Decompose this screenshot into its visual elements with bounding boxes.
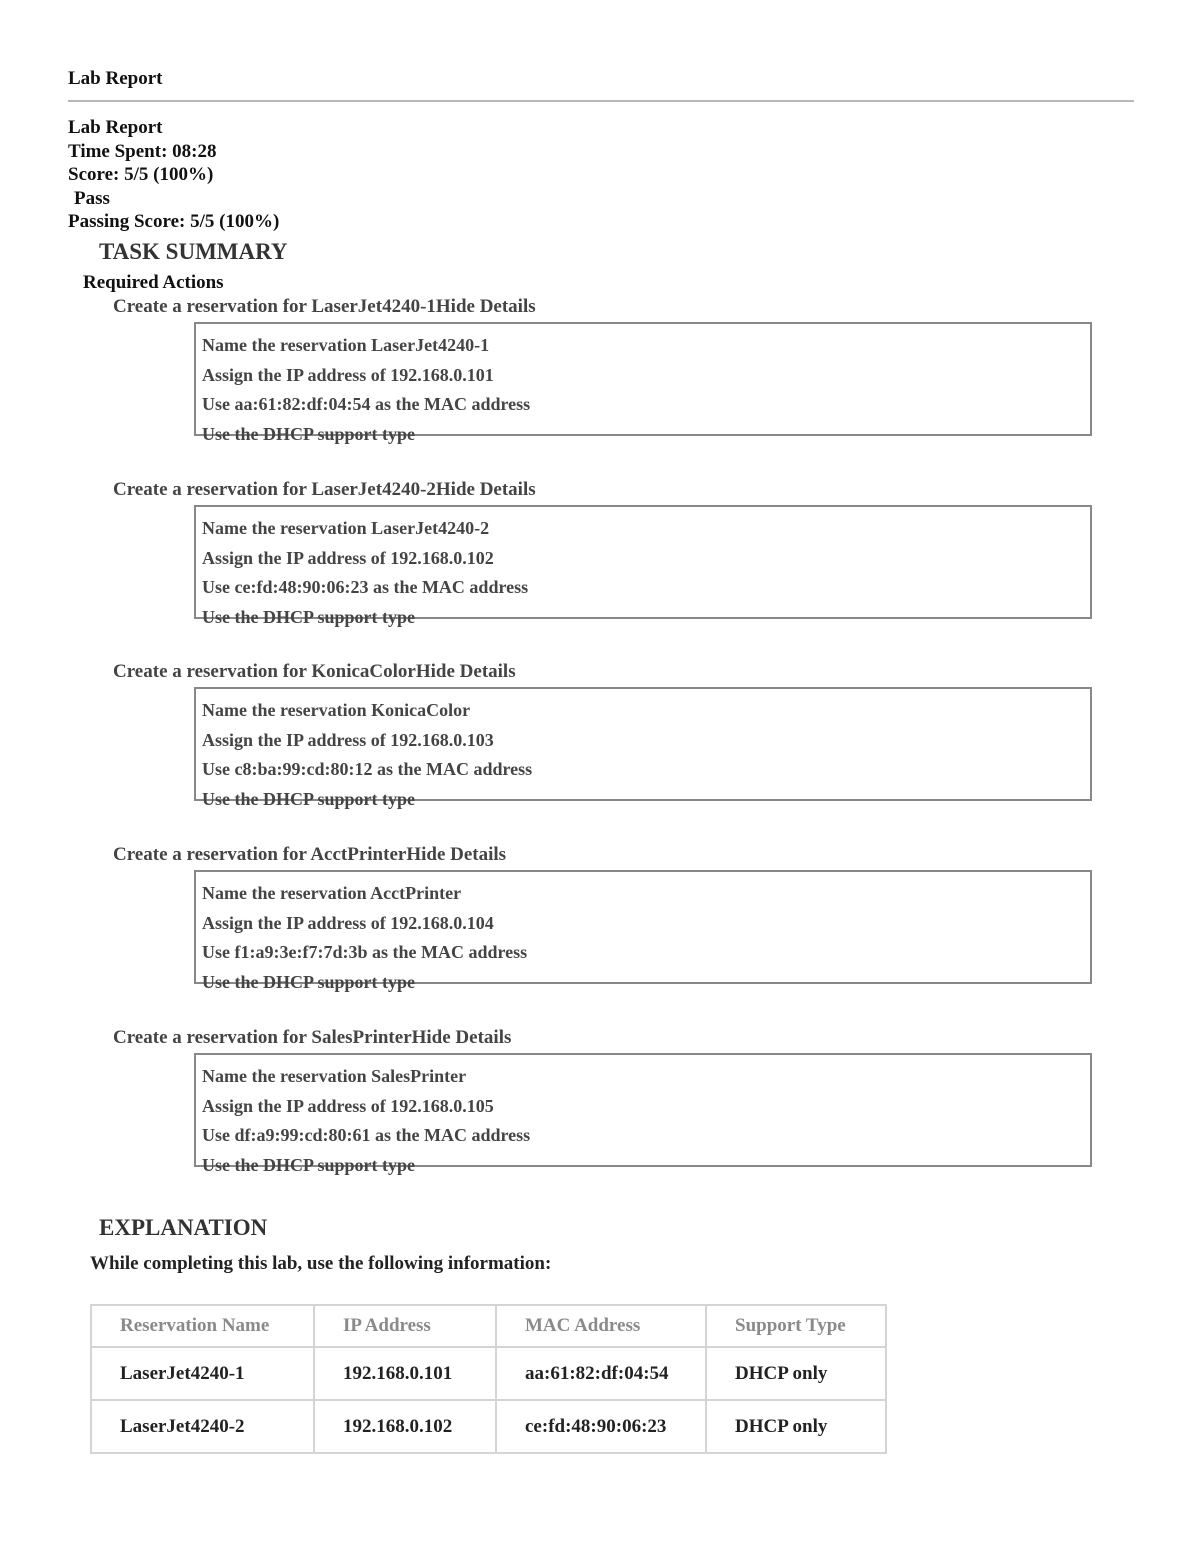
task-details-box (194, 505, 1092, 627)
task-details-box (194, 687, 1092, 809)
task-detail: Use aa:61:82:df:04:54 as the MAC address (202, 394, 531, 414)
passing-score: Passing Score: 5/5 (100%) (68, 211, 280, 232)
task-detail: Assign the IP address of 192.168.0.104 (202, 912, 494, 933)
task-item (113, 1027, 1107, 1175)
task-detail: Assign the IP address of 192.168.0.105 (202, 1095, 494, 1116)
table-row (91, 1400, 886, 1453)
task-detail: Use the DHCP support type (202, 788, 416, 809)
column-header: IP Address (314, 1305, 496, 1347)
task-detail: Use f1:a9:3e:f7:7d:3b as the MAC address (202, 942, 528, 962)
table-cell: LaserJet4240-2 (91, 1400, 314, 1453)
task-detail: Use the DHCP support type (202, 971, 416, 992)
task-title[interactable]: Create a reservation for AcctPrinterHide Details (113, 844, 507, 865)
column-header: MAC Address (496, 1305, 706, 1347)
task-details-box (194, 870, 1092, 992)
table-cell: 192.168.0.101 (314, 1347, 496, 1400)
task-detail: Name the reservation KonicaColor (202, 700, 471, 720)
score: Score: 5/5 (100%) (68, 164, 214, 185)
table-cell: 192.168.0.102 (314, 1400, 496, 1453)
reservation-table (90, 1304, 887, 1454)
task-details-box (194, 1053, 1092, 1175)
header-divider (68, 100, 1134, 102)
lab-summary (68, 116, 279, 234)
task-detail: Name the reservation LaserJet4240-2 (202, 518, 490, 538)
task-item (113, 296, 1107, 444)
task-detail: Assign the IP address of 192.168.0.101 (202, 364, 494, 385)
table-cell: LaserJet4240-1 (91, 1347, 314, 1400)
task-detail: Use the DHCP support type (202, 1154, 416, 1175)
task-title[interactable]: Create a reservation for SalesPrinterHide Details (113, 1027, 512, 1048)
table-cell: DHCP only (706, 1400, 886, 1453)
table-row (91, 1347, 886, 1400)
task-detail: Assign the IP address of 192.168.0.102 (202, 547, 494, 568)
task-item (113, 661, 1107, 809)
result-status: Pass (74, 187, 110, 209)
required-actions-label: Required Actions (83, 272, 224, 293)
explanation-intro: While completing this lab, use the following information: (90, 1253, 552, 1274)
task-item (113, 479, 1107, 627)
task-title[interactable]: Create a reservation for LaserJet4240-1Hide Details (113, 296, 536, 317)
explanation-heading: EXPLANATION (99, 1215, 268, 1240)
table-cell: aa:61:82:df:04:54 (496, 1347, 706, 1400)
column-header: Support Type (706, 1305, 886, 1347)
task-detail: Use c8:ba:99:cd:80:12 as the MAC address (202, 759, 533, 779)
task-detail: Use df:a9:99:cd:80:61 as the MAC address (202, 1125, 531, 1145)
task-summary-heading: TASK SUMMARY (99, 239, 288, 264)
task-detail: Assign the IP address of 192.168.0.103 (202, 729, 494, 750)
task-item (113, 844, 1107, 992)
task-detail: Use the DHCP support type (202, 606, 416, 627)
task-details-box (194, 322, 1092, 444)
task-detail: Use the DHCP support type (202, 423, 416, 444)
task-detail: Name the reservation SalesPrinter (202, 1066, 467, 1086)
task-title[interactable]: Create a reservation for KonicaColorHide Details (113, 661, 516, 682)
task-title[interactable]: Create a reservation for LaserJet4240-2Hide Details (113, 479, 536, 500)
table-header-row (91, 1305, 886, 1347)
table-cell: DHCP only (706, 1347, 886, 1400)
task-detail: Name the reservation LaserJet4240-1 (202, 335, 490, 355)
task-detail: Use ce:fd:48:90:06:23 as the MAC address (202, 577, 529, 597)
time-spent: Time Spent: 08:28 (68, 140, 217, 162)
column-header: Reservation Name (91, 1305, 314, 1347)
summary-title: Lab Report (68, 117, 163, 138)
page-header: Lab Report (68, 68, 163, 89)
task-detail: Name the reservation AcctPrinter (202, 883, 462, 903)
table-cell: ce:fd:48:90:06:23 (496, 1400, 706, 1453)
